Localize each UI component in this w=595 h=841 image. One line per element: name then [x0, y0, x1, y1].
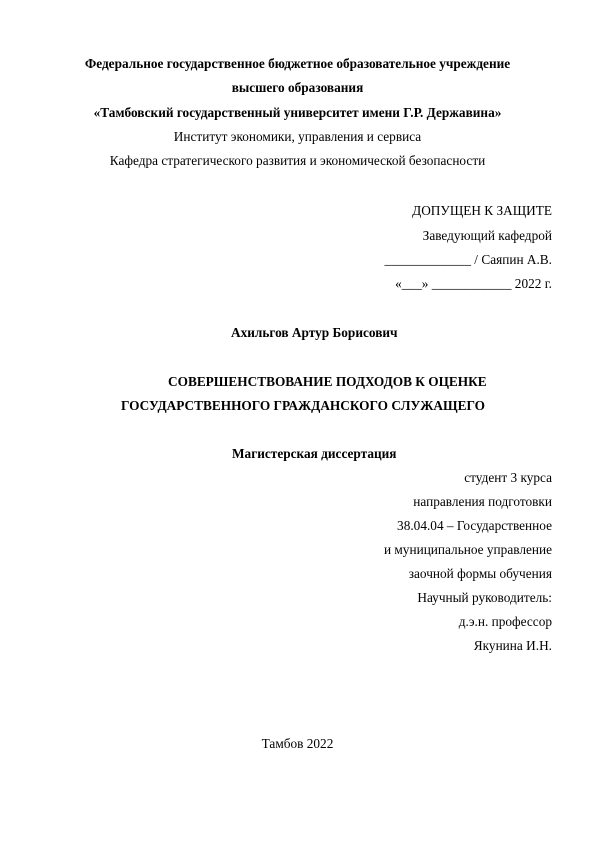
student-info-line: студент 3 курса: [464, 470, 552, 485]
department-name: Кафедра стратегического развития и экономической безопасности: [109, 153, 486, 168]
student-info-line: заочной формы обучения: [408, 566, 552, 581]
thesis-title-line-2: ГОСУДАРСТВЕННОГО ГРАЖДАНСКОГО СЛУЖАЩЕГО: [121, 398, 485, 413]
header-line-2: высшего образования: [231, 80, 364, 95]
student-info-line: 38.04.04 – Государственное: [397, 518, 552, 533]
approval-role: Заведующий кафедрой: [422, 228, 552, 243]
supervisor-name: Якунина И.Н.: [473, 638, 552, 653]
student-info-line: и муниципальное управление: [383, 542, 552, 557]
supervisor-label: Научный руководитель:: [417, 590, 552, 605]
footer-city-year: Тамбов 2022: [261, 736, 334, 751]
approval-signature: _____________ / Саяпин А.В.: [384, 252, 552, 267]
university-name: «Тамбовский государственный университет имени Г.Р. Державина»: [93, 105, 502, 120]
thesis-title-line-1: СОВЕРШЕНСТВОВАНИЕ ПОДХОДОВ К ОЦЕНКЕ: [168, 374, 487, 389]
author-name: Ахильгов Артур Борисович: [231, 325, 398, 340]
approval-title: ДОПУЩЕН К ЗАЩИТЕ: [412, 203, 552, 218]
approval-date: «___» ____________ 2022 г.: [395, 276, 552, 291]
supervisor-degree: д.э.н. профессор: [458, 614, 552, 629]
student-info-line: направления подготовки: [413, 494, 552, 509]
institute-name: Институт экономики, управления и сервиса: [173, 129, 422, 144]
header-line-1: Федеральное государственное бюджетное образовательное учреждение: [84, 56, 511, 71]
work-type: Магистерская диссертация: [232, 446, 397, 461]
